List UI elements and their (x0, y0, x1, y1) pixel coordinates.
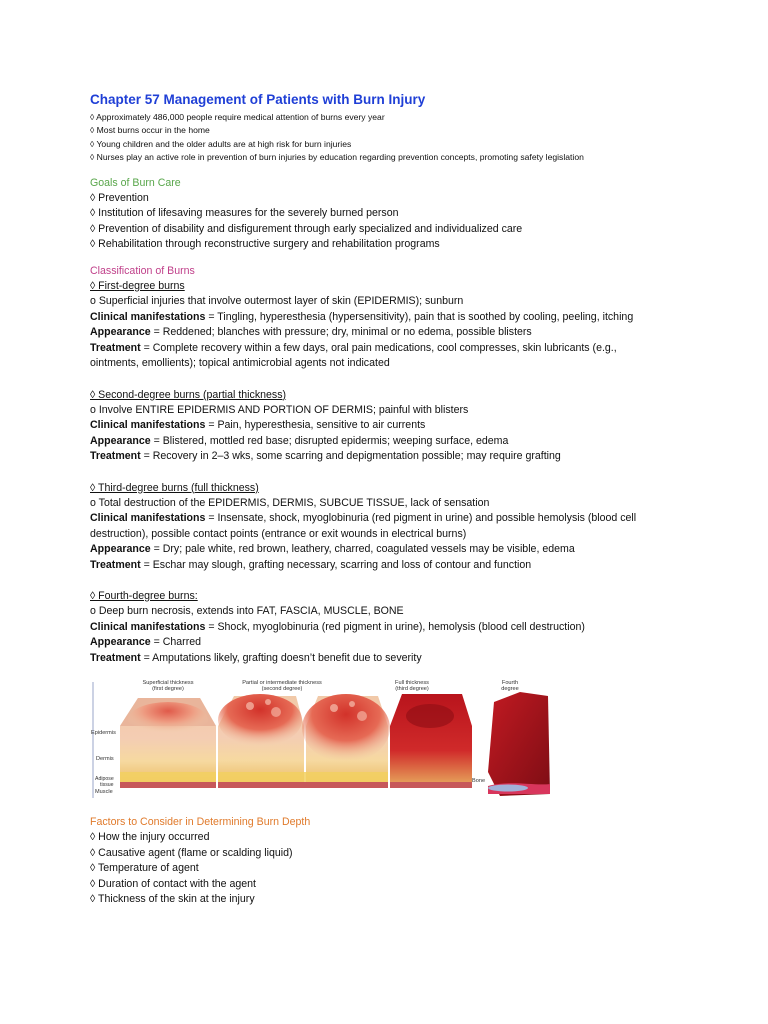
third-degree-clinical-cont: destruction), possible contact points (entrance or exit wounds in electrical burns) (90, 527, 467, 540)
goal-item: ◊ Prevention (90, 192, 149, 205)
factor-item: ◊ Causative agent (flame or scalding liquid) (90, 846, 293, 859)
value-text: = Complete recovery within a few days, oral pain medications, cool compresses, skin lubricants (e.g., (140, 341, 617, 354)
value-text: = Charred (150, 636, 202, 649)
goal-item: ◊ Prevention of disability and disfigurement through early specialized and individualized care (90, 222, 523, 235)
third-degree-appearance (90, 542, 730, 557)
first-degree-treatment (90, 341, 730, 356)
value-text: = Dry; pale white, red brown, leathery, charred, coagulated vessels may be visible, edema (150, 543, 575, 556)
value-text: = Blistered, mottled red base; disrupted epidermis; weeping surface, edema (150, 434, 509, 447)
factor-item: ◊ Duration of contact with the agent (90, 877, 257, 890)
subheading-third-degree: ◊ Third-degree burns (full thickness) (90, 481, 259, 494)
label-treatment: Treatment (90, 558, 141, 571)
fourth-degree-treatment (90, 651, 730, 666)
label-treatment: Treatment (90, 341, 141, 354)
label-dermis: Dermis (96, 756, 114, 762)
label-adipose: Adipose (95, 776, 114, 782)
second-degree-clinical (90, 418, 730, 433)
burn-depth-illustration (90, 676, 554, 800)
third-degree-desc: o Total destruction of the EPIDERMIS, DERMIS, SUBCUE TISSUE, lack of sensation (90, 496, 490, 509)
value-text: = Recovery in 2–3 wks, some scarring and depigmentation possible; may require grafting (140, 450, 561, 463)
value-text: = Amputations likely, grafting doesn’t benefit due to severity (140, 651, 422, 664)
col1-label: Superficial thickness (142, 680, 194, 686)
section-heading-factors: Factors to Consider in Determining Burn Depth (90, 816, 311, 828)
col3-label: Full thickness (395, 680, 429, 686)
value-text: = Tingling, hyperesthesia (hypersensitivity), pain that is soothed by cooling, peeling, itching (205, 310, 634, 323)
label-muscle: Muscle (95, 789, 113, 795)
subheading-fourth-degree: ◊ Fourth-degree burns: (90, 589, 198, 602)
panel-first-degree (120, 698, 216, 788)
col3-sublabel: (third degree) (395, 686, 429, 692)
burn-depth-figure (90, 676, 554, 800)
label-bone: Bone (472, 778, 486, 784)
panel-fourth-degree (488, 692, 550, 796)
document-page (90, 92, 730, 907)
intro-item: ◊ Young children and the older adults are at high risk for burn injuries (90, 138, 352, 149)
fourth-degree-desc: o Deep burn necrosis, extends into FAT, FASCIA, MUSCLE, BONE (90, 605, 404, 618)
subheading-second-degree: ◊ Second-degree burns (partial thickness) (90, 388, 287, 401)
intro-item: ◊ Most burns occur in the home (90, 125, 210, 136)
label-epidermis: Epidermis (91, 730, 116, 736)
intro-item: ◊ Approximately 486,000 people require medical attention of burns every year (90, 112, 385, 122)
value-text: = Shock, myoglobinuria (red pigment in urine), hemolysis (blood cell destruction) (205, 620, 585, 633)
second-degree-desc: o Involve ENTIRE EPIDERMIS AND PORTION OF DERMIS; painful with blisters (90, 403, 469, 416)
factor-item: ◊ Temperature of agent (90, 862, 199, 875)
panel-third-degree (390, 694, 472, 788)
label-appearance: Appearance (90, 326, 151, 339)
goal-item: ◊ Rehabilitation through reconstructive surgery and rehabilitation programs (90, 238, 440, 251)
second-degree-treatment (90, 449, 730, 464)
factor-item: ◊ How the injury occurred (90, 831, 210, 844)
col2-label: Partial or intermediate thickness (242, 680, 322, 686)
third-degree-treatment (90, 558, 730, 573)
fourth-degree-clinical (90, 620, 730, 635)
value-text: = Insensate, shock, myoglobinuria (red pigment in urine) and possible hemolysis (blood cell (205, 512, 637, 525)
subheading-first-degree: ◊ First-degree burns (90, 280, 185, 293)
intro-item: ◊ Nurses play an active role in prevention of burn injuries by education regarding prevention concepts, promoting safety legislation (90, 152, 584, 163)
label-adipose-tissue: tissue (100, 782, 114, 788)
factor-item: ◊ Thickness of the skin at the injury (90, 893, 255, 906)
goal-item: ◊ Institution of lifesaving measures for the severely burned person (90, 207, 399, 220)
first-degree-clinical (90, 310, 730, 325)
fourth-degree-appearance (90, 635, 730, 650)
label-appearance: Appearance (90, 543, 151, 556)
label-appearance: Appearance (90, 434, 151, 447)
value-text: = Pain, hyperesthesia, sensitive to air currents (205, 419, 426, 432)
section-heading-classification: Classification of Burns (90, 264, 195, 277)
value-text: = Eschar may slough, grafting necessary, scarring and loss of contour and function (140, 558, 532, 571)
label-clinical: Clinical manifestations (90, 310, 206, 323)
first-degree-appearance (90, 325, 730, 340)
page-title: Chapter 57 Management of Patients with Burn Injury (90, 92, 426, 107)
second-degree-appearance (90, 434, 730, 449)
label-treatment: Treatment (90, 651, 141, 664)
col1-sublabel: (first degree) (152, 686, 184, 692)
value-text: = Reddened; blanches with pressure; dry, minimal or no edema, possible blisters (150, 326, 532, 339)
panel-second-degree (218, 694, 390, 788)
first-degree-desc: o Superficial injuries that involve outermost layer of skin (EPIDERMIS); sunburn (90, 295, 464, 308)
third-degree-clinical (90, 511, 730, 526)
label-clinical: Clinical manifestations (90, 419, 206, 432)
section-heading-goals: Goals of Burn Care (90, 176, 181, 189)
label-clinical: Clinical manifestations (90, 512, 206, 525)
label-appearance: Appearance (90, 636, 151, 649)
first-degree-treatment-cont: ointments, emollients); topical antimicrobial agents not indicated (90, 357, 390, 370)
col2-sublabel: (second degree) (261, 686, 303, 692)
label-treatment: Treatment (90, 450, 141, 463)
label-clinical: Clinical manifestations (90, 620, 206, 633)
col4-label: Fourth (501, 680, 519, 686)
col4-sublabel: degree (501, 686, 519, 692)
